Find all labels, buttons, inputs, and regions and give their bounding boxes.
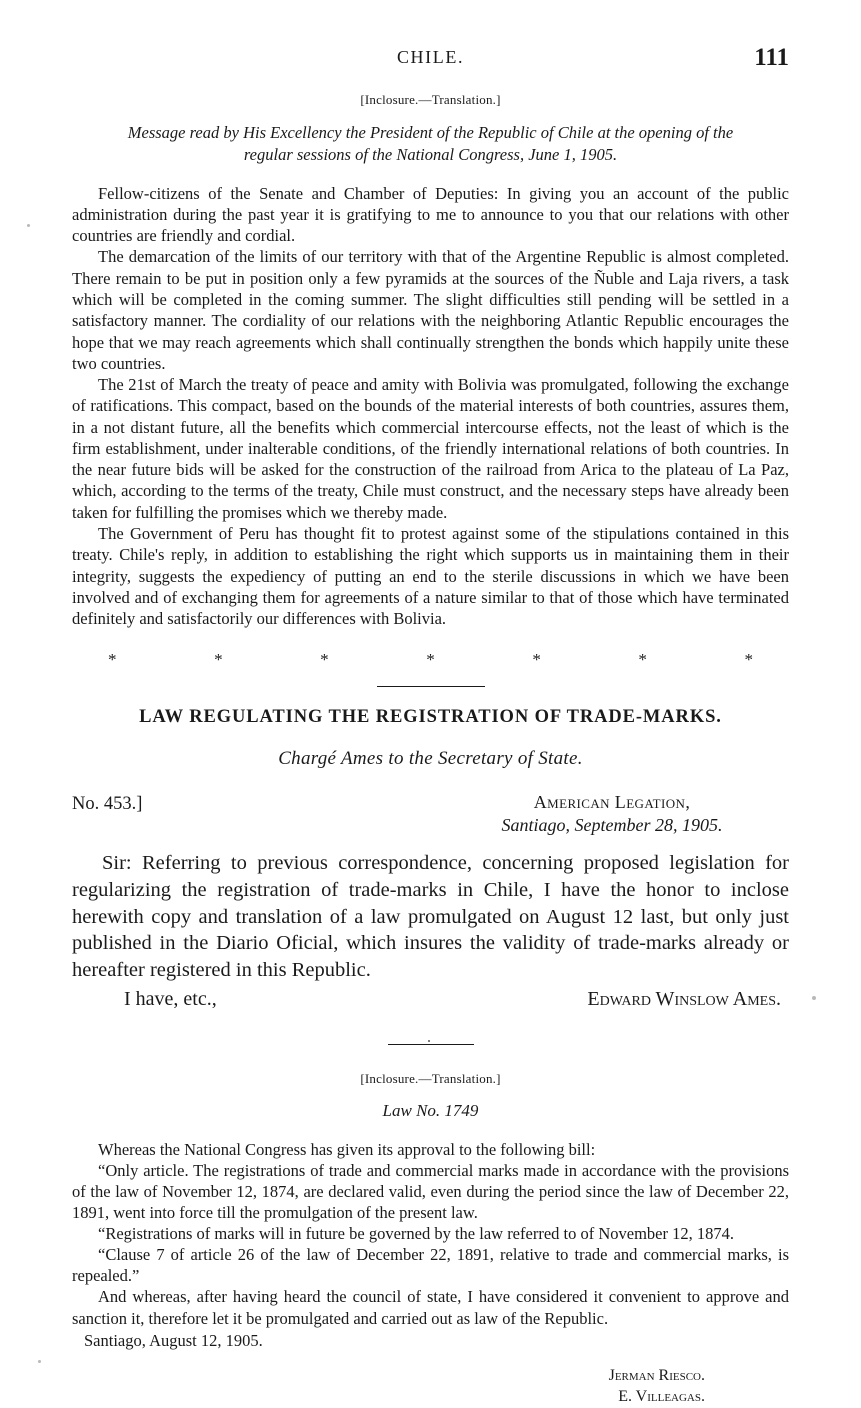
scan-speck — [38, 1360, 41, 1363]
closing-phrase: I have, etc., — [124, 987, 217, 1010]
letter-closing — [72, 988, 789, 1022]
legation-date: Santiago, September 28, 1905. — [501, 815, 723, 836]
message-paragraph: Fellow-citizens of the Senate and Chamber of Deputies: In giving you an account of the public administration during the past year it is gratifying to me to announce to you that our relations with other countries are friendly and cordial. — [72, 183, 789, 246]
message-paragraph: The demarcation of the limits of our territory with that of the Argentine Republic is almost completed. There remain to be put in position only a few pyramids at the sources of the Ñuble and Laja rivers, a task which will be completed in the coming summer. The slight difficulties still pending will be settled in a satisfactory manner. The cordiality of our relations with the neighboring Atlantic Republic encourages the hope that we may reach agreements which shall continually strengthen the bonds which happily unite these two countries. — [72, 247, 789, 373]
asterisk-glyph: * — [214, 650, 223, 670]
asterisk-glyph: * — [638, 650, 647, 670]
law-signature: Jerman Riesco. — [608, 1366, 705, 1384]
law-paragraph: “Only article. The registrations of trade and commercial marks made in accordance with the provisions of the law of November 12, 1874, are declared valid, even during the period since the law of December 22, 1891, went into force till the promulgation of the present law. — [72, 1160, 789, 1222]
document-number: No. 453.] — [72, 794, 143, 815]
inclosure-note-law: [Inclosure.—Translation.] — [360, 1070, 501, 1086]
message-heading-line-2: regular sessions of the National Congress, June 1, 1905. — [243, 145, 618, 165]
section-break-asterisks — [108, 651, 753, 668]
legation-name: American Legation, — [533, 792, 691, 813]
page-number: 111 — [754, 44, 789, 71]
asterisk-glyph: * — [532, 650, 541, 670]
scan-speck — [812, 996, 816, 1000]
legation-block — [447, 792, 777, 836]
law-paragraph: And whereas, after having heard the council of state, I have considered it convenient to approve and sanction it, therefore let it be promulgated and carried out as law of the Republic. — [72, 1287, 789, 1328]
page-content — [72, 44, 789, 1408]
asterisk-glyph: * — [320, 650, 329, 670]
horizontal-rule — [377, 686, 485, 687]
asterisk-glyph: * — [426, 650, 435, 670]
subsection-title: Chargé Ames to the Secretary of State. — [278, 748, 583, 770]
letter-signature: Edward Winslow Ames. — [587, 987, 781, 1010]
scan-speck — [27, 224, 30, 227]
message-paragraph: The 21st of March the treaty of peace and amity with Bolivia was promulgated, following the exchange of ratifications. This compact, based on the bounds of the material interests of both countries, assures them, in a not distant future, all the benefits which commercial intercourse effects, not the least of which is the firm establishment, under inalterable conditions, of the friendly international relations of both countries. In the near future bids will be asked for the construction of the railroad from Arica to the plateau of La Paz, which, according to the terms of the treaty, Chile must construct, and the necessary steps have already been taken for fulfilling the promises which we thereby made. — [72, 375, 789, 522]
message-heading — [90, 122, 771, 167]
section-title: LAW REGULATING THE REGISTRATION OF TRADE-MARKS. — [139, 707, 722, 728]
horizontal-rule — [388, 1044, 474, 1045]
law-paragraph: “Registrations of marks will in future be governed by the law referred to of November 12, 1874. — [98, 1224, 734, 1244]
law-signature: E. Villeagas. — [618, 1388, 705, 1406]
message-heading-line-1: Message read by His Excellency the President of the Republic of Chile at the opening of the — [127, 123, 734, 142]
law-signatures — [72, 1365, 789, 1408]
law-paragraph: Whereas the National Congress has given its approval to the following bill: — [98, 1139, 596, 1159]
page-header — [72, 44, 789, 78]
asterisk-glyph: * — [744, 650, 753, 670]
letter-head — [72, 792, 789, 848]
asterisk-glyph: * — [108, 650, 117, 670]
running-title: CHILE. — [396, 47, 465, 67]
law-date-line: Santiago, August 12, 1905. — [84, 1330, 263, 1350]
law-title: Law No. 1749 — [382, 1100, 479, 1120]
message-paragraph: The Government of Peru has thought fit to protest against some of the stipulations contained in this treaty. Chile's reply, in addition to establishing the right which supports us in maintaining them in their integrity, suggests the expediency of putting an end to the sterile discussions in which we have been involved and of exchanging them for agreements of a nature similar to that of those which have terminated definitely and satisfactorily our differences with Bolivia. — [72, 524, 789, 629]
letter-body: Sir: Referring to previous correspondence, concerning proposed legislation for regularizing the registration of trade-marks in Chile, I have the honor to inclose herewith copy and translation of a law promulgated on August 12 last, but only just published in the Diario Oficial, which insures the validity of trade-marks already or hereafter registered in this Republic. — [72, 852, 789, 981]
law-paragraph: “Clause 7 of article 26 of the law of December 22, 1891, relative to trade and commercial marks, is repealed.” — [72, 1245, 789, 1286]
inclosure-note-message: [Inclosure.—Translation.] — [360, 92, 501, 107]
